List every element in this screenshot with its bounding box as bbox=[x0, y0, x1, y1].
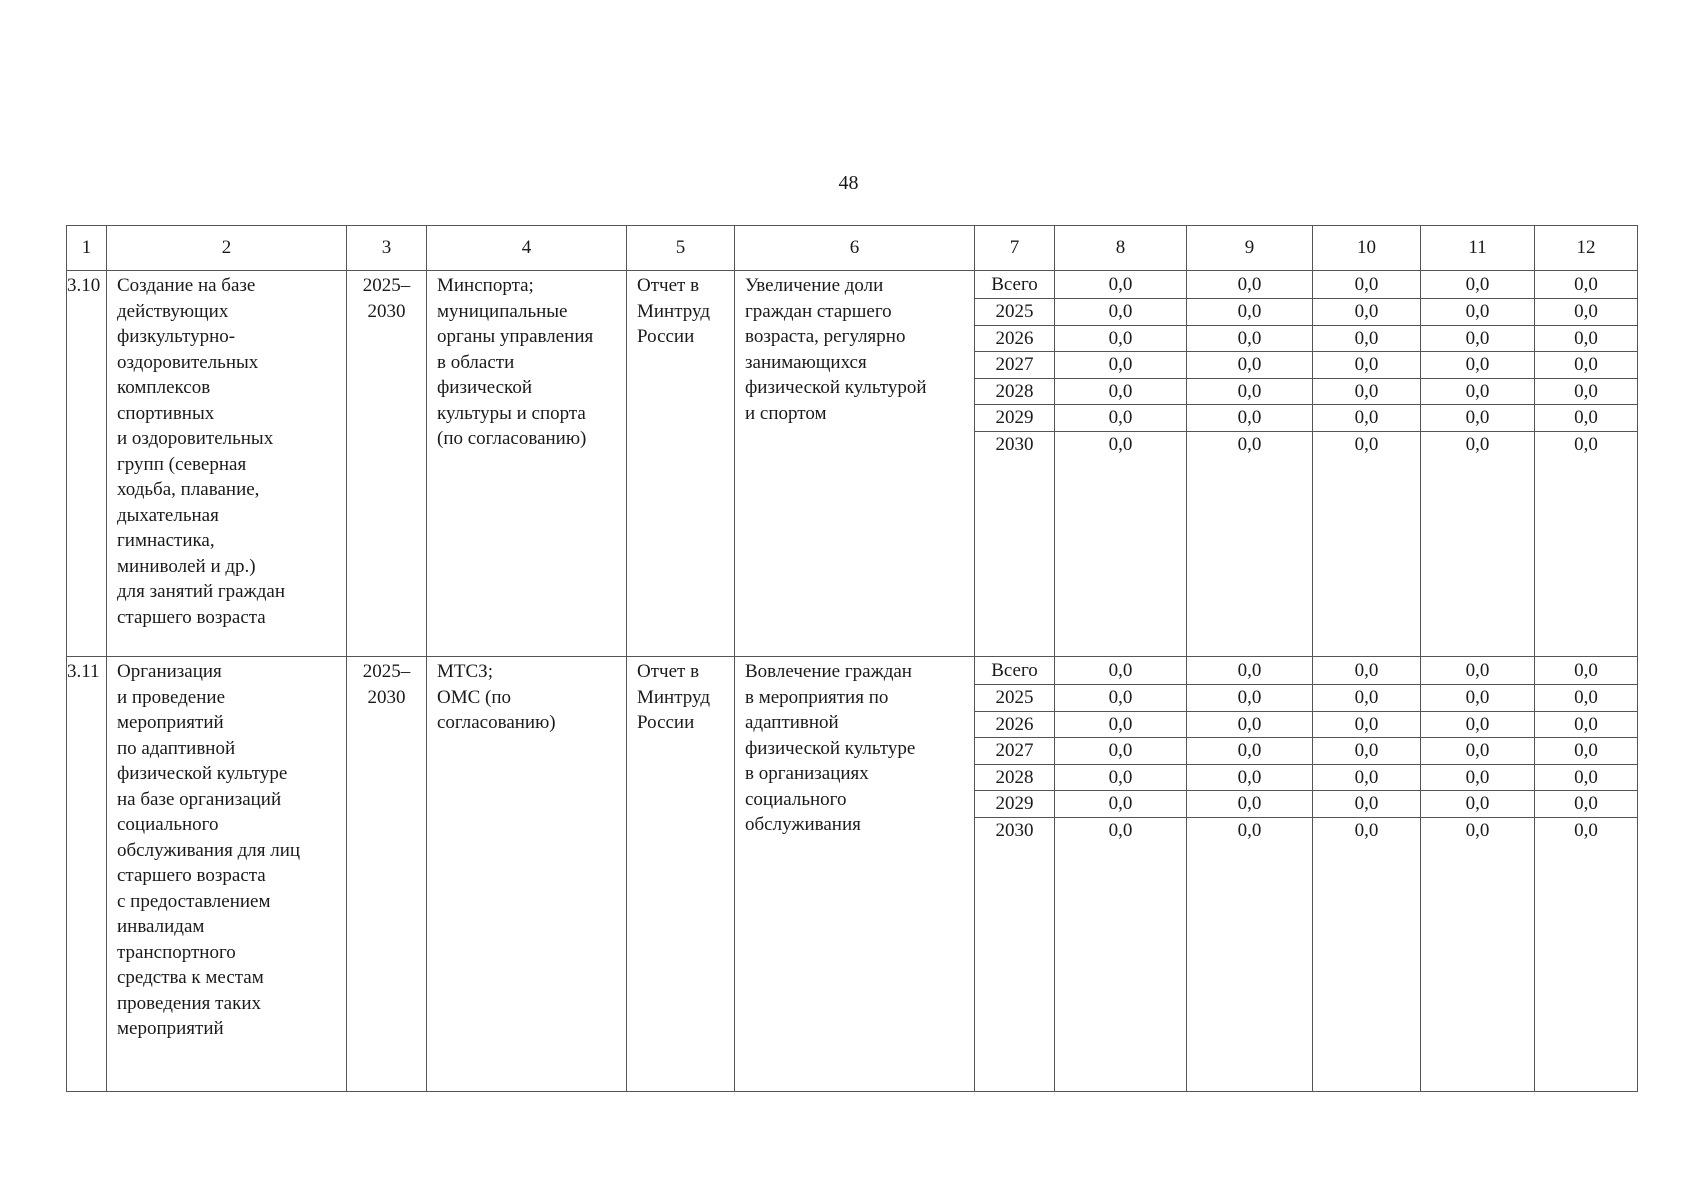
year-label: 2028 bbox=[975, 379, 1054, 406]
text-line: дыхательная bbox=[117, 504, 219, 526]
col-header-5: 5 bbox=[627, 226, 735, 271]
funding-value: 0,0 bbox=[1055, 299, 1186, 326]
text-line: 2025– bbox=[362, 275, 411, 296]
text-line: граждан старшего bbox=[745, 300, 892, 322]
funding-value: 0,0 bbox=[1187, 326, 1312, 353]
funding-value: 0,0 bbox=[1535, 712, 1637, 739]
col-header-1: 1 bbox=[67, 226, 107, 271]
text-line: проведения таких bbox=[117, 992, 262, 1014]
funding-value: 0,0 bbox=[1313, 379, 1420, 406]
text-line: согласованию) bbox=[437, 712, 556, 733]
funding-value: 0,0 bbox=[1535, 657, 1637, 685]
funding-value: 0,0 bbox=[1313, 712, 1420, 739]
funding-value: 0,0 bbox=[1055, 326, 1186, 353]
funding-value: 0,0 bbox=[1187, 712, 1312, 739]
expected-result bbox=[735, 657, 975, 1092]
year-label: 2027 bbox=[975, 738, 1054, 765]
funding-col-9 bbox=[1187, 657, 1313, 1092]
funding-value: 0,0 bbox=[1535, 379, 1637, 406]
year-label: 2029 bbox=[975, 405, 1054, 432]
funding-col-12 bbox=[1535, 657, 1638, 1092]
text-line: занимающихся bbox=[745, 351, 867, 373]
row-number: 3.11 bbox=[67, 657, 107, 1092]
text-line: адаптивной bbox=[745, 712, 839, 733]
report-form bbox=[627, 271, 735, 657]
funding-value: 0,0 bbox=[1535, 271, 1637, 299]
funding-value: 0,0 bbox=[1313, 738, 1420, 765]
year-label: 2025 bbox=[975, 685, 1054, 712]
col-header-6: 6 bbox=[735, 226, 975, 271]
text-line: ходьба, плавание, bbox=[117, 479, 260, 500]
text-line: по адаптивной bbox=[117, 737, 236, 759]
funding-value: 0,0 bbox=[1535, 685, 1637, 712]
text-line: мероприятий bbox=[117, 712, 224, 733]
funding-value: 0,0 bbox=[1187, 738, 1312, 765]
year-label: 2026 bbox=[975, 326, 1054, 353]
col-header-9: 9 bbox=[1187, 226, 1313, 271]
text-line: транспортного bbox=[117, 941, 236, 963]
funding-value: 0,0 bbox=[1055, 379, 1186, 406]
col-header-10: 10 bbox=[1313, 226, 1421, 271]
funding-value: 0,0 bbox=[1421, 657, 1534, 685]
text-line: 2025– bbox=[362, 661, 411, 682]
funding-value: 0,0 bbox=[1187, 299, 1312, 326]
funding-value: 0,0 bbox=[1421, 685, 1534, 712]
funding-value: 0,0 bbox=[1187, 379, 1312, 406]
text-line: и спортом bbox=[745, 402, 827, 424]
funding-col-11 bbox=[1421, 657, 1535, 1092]
funding-value: 0,0 bbox=[1421, 405, 1534, 432]
year-label: 2027 bbox=[975, 352, 1054, 379]
report-form bbox=[627, 657, 735, 1092]
funding-value: 0,0 bbox=[1055, 738, 1186, 765]
text-line: на базе организаций bbox=[117, 788, 282, 810]
text-line: Вовлечение граждан bbox=[745, 661, 912, 682]
table-row bbox=[67, 271, 1638, 657]
text-line: 2030 bbox=[367, 686, 406, 708]
funding-col-8 bbox=[1055, 657, 1187, 1092]
years-list bbox=[975, 271, 1055, 657]
funding-value: 0,0 bbox=[1055, 657, 1186, 685]
funding-value: 0,0 bbox=[1187, 352, 1312, 379]
text-line: России bbox=[637, 326, 695, 347]
text-line: в организациях bbox=[745, 763, 869, 784]
measure-name bbox=[107, 657, 347, 1092]
funding-value: 0,0 bbox=[1055, 405, 1186, 432]
funding-value: 0,0 bbox=[1108, 819, 1133, 841]
funding-value: 0,0 bbox=[1574, 819, 1598, 841]
measure-name bbox=[107, 271, 347, 657]
funding-value: 0,0 bbox=[1421, 299, 1534, 326]
funding-value: 0,0 bbox=[1313, 326, 1420, 353]
funding-value: 0,0 bbox=[1313, 765, 1420, 792]
funding-value: 0,0 bbox=[1055, 271, 1186, 299]
year-label: 2030 bbox=[995, 433, 1034, 455]
funding-value: 0,0 bbox=[1313, 352, 1420, 379]
funding-col-8 bbox=[1055, 271, 1187, 657]
text-line: спортивных bbox=[117, 402, 215, 424]
expected-result bbox=[735, 271, 975, 657]
funding-value: 0,0 bbox=[1421, 271, 1534, 299]
funding-value: 0,0 bbox=[1421, 738, 1534, 765]
text-line: обслуживания для лиц bbox=[117, 839, 301, 861]
executor bbox=[427, 657, 627, 1092]
text-line: физической bbox=[437, 377, 532, 398]
text-line: социального bbox=[745, 788, 847, 810]
text-line: в области bbox=[437, 351, 515, 373]
row-number: 3.10 bbox=[67, 271, 107, 657]
text-line: Минтруд bbox=[637, 300, 710, 322]
text-line: культуры и спорта bbox=[437, 402, 586, 424]
text-line: действующих bbox=[117, 300, 229, 322]
text-line: физкультурно- bbox=[117, 326, 236, 347]
funding-value: 0,0 bbox=[1313, 405, 1420, 432]
year-label: 2028 bbox=[975, 765, 1054, 792]
funding-value: 0,0 bbox=[1535, 326, 1637, 353]
col-header-2: 2 bbox=[107, 226, 347, 271]
funding-value: 0,0 bbox=[1187, 271, 1312, 299]
text-line: Минспорта; bbox=[437, 275, 534, 296]
text-line: Организация bbox=[117, 661, 222, 682]
funding-value: 0,0 bbox=[1187, 791, 1312, 818]
col-header-8: 8 bbox=[1055, 226, 1187, 271]
executor bbox=[427, 271, 627, 657]
text-line: и оздоровительных bbox=[117, 428, 274, 449]
page-number: 48 bbox=[838, 172, 859, 194]
funding-value: 0,0 bbox=[1535, 765, 1637, 792]
funding-value: 0,0 bbox=[1187, 685, 1312, 712]
funding-value: 0,0 bbox=[1108, 433, 1133, 455]
funding-col-10 bbox=[1313, 271, 1421, 657]
funding-value: 0,0 bbox=[1313, 271, 1420, 299]
text-line: и проведение bbox=[117, 686, 225, 708]
year-label: 2030 bbox=[995, 819, 1034, 841]
text-line: для занятий граждан bbox=[117, 581, 285, 602]
text-line: физической культуре bbox=[117, 763, 288, 784]
text-line: физической культуре bbox=[745, 737, 916, 759]
period bbox=[347, 657, 427, 1092]
funding-value: 0,0 bbox=[1313, 299, 1420, 326]
funding-value: 0,0 bbox=[1187, 657, 1312, 685]
funding-value: 0,0 bbox=[1465, 819, 1490, 841]
text-line: МТСЗ; bbox=[437, 661, 493, 682]
funding-value: 0,0 bbox=[1421, 352, 1534, 379]
funding-value: 0,0 bbox=[1574, 433, 1598, 455]
text-line: Отчет в bbox=[637, 661, 700, 682]
funding-value: 0,0 bbox=[1421, 326, 1534, 353]
text-line: органы управления bbox=[437, 326, 594, 347]
funding-value: 0,0 bbox=[1313, 657, 1420, 685]
text-line: миниволей и др.) bbox=[117, 555, 256, 577]
funding-value: 0,0 bbox=[1465, 433, 1490, 455]
funding-value: 0,0 bbox=[1313, 685, 1420, 712]
funding-value: 0,0 bbox=[1055, 791, 1186, 818]
year-label: 2026 bbox=[975, 712, 1054, 739]
year-label: Всего bbox=[975, 657, 1054, 685]
text-line: социального bbox=[117, 814, 219, 835]
table-row bbox=[67, 657, 1638, 1092]
year-label: Всего bbox=[975, 271, 1054, 299]
text-line: оздоровительных bbox=[117, 351, 259, 373]
funding-col-11 bbox=[1421, 271, 1535, 657]
col-header-11: 11 bbox=[1421, 226, 1535, 271]
text-line: гимнастика, bbox=[117, 530, 215, 551]
funding-value: 0,0 bbox=[1535, 299, 1637, 326]
funding-value: 0,0 bbox=[1421, 712, 1534, 739]
funding-value: 0,0 bbox=[1421, 791, 1534, 818]
text-line: старшего возраста bbox=[117, 606, 266, 628]
funding-value: 0,0 bbox=[1354, 433, 1379, 455]
funding-value: 0,0 bbox=[1055, 352, 1186, 379]
text-line: 2030 bbox=[367, 300, 406, 322]
funding-value: 0,0 bbox=[1535, 352, 1637, 379]
col-header-12: 12 bbox=[1535, 226, 1638, 271]
text-line: средства к местам bbox=[117, 967, 264, 988]
funding-value: 0,0 bbox=[1187, 405, 1312, 432]
text-line: инвалидам bbox=[117, 916, 205, 937]
text-line: России bbox=[637, 712, 695, 733]
text-line: мероприятий bbox=[117, 1018, 224, 1039]
measures-table bbox=[66, 225, 1638, 1092]
text-line: возраста, регулярно bbox=[745, 326, 906, 347]
col-header-4: 4 bbox=[427, 226, 627, 271]
text-line: старшего возраста bbox=[117, 865, 266, 886]
funding-value: 0,0 bbox=[1421, 379, 1534, 406]
years-list bbox=[975, 657, 1055, 1092]
text-line: в мероприятия по bbox=[745, 686, 889, 708]
funding-value: 0,0 bbox=[1421, 765, 1534, 792]
year-label: 2029 bbox=[975, 791, 1054, 818]
text-line: обслуживания bbox=[745, 814, 861, 835]
funding-value: 0,0 bbox=[1237, 433, 1262, 455]
text-line: муниципальные bbox=[437, 300, 568, 322]
text-line: групп (северная bbox=[117, 453, 247, 475]
text-line: (по согласованию) bbox=[437, 428, 587, 449]
funding-col-10 bbox=[1313, 657, 1421, 1092]
funding-col-9 bbox=[1187, 271, 1313, 657]
funding-value: 0,0 bbox=[1313, 791, 1420, 818]
funding-value: 0,0 bbox=[1354, 819, 1379, 841]
text-line: с предоставлением bbox=[117, 890, 271, 912]
funding-col-12 bbox=[1535, 271, 1638, 657]
col-header-7: 7 bbox=[975, 226, 1055, 271]
text-line: ОМС (по bbox=[437, 686, 512, 708]
funding-value: 0,0 bbox=[1237, 819, 1262, 841]
text-line: Минтруд bbox=[637, 686, 710, 708]
text-line: комплексов bbox=[117, 377, 211, 398]
text-line: Отчет в bbox=[637, 275, 700, 296]
funding-value: 0,0 bbox=[1535, 405, 1637, 432]
funding-value: 0,0 bbox=[1187, 765, 1312, 792]
period bbox=[347, 271, 427, 657]
funding-value: 0,0 bbox=[1535, 791, 1637, 818]
year-label: 2025 bbox=[975, 299, 1054, 326]
funding-value: 0,0 bbox=[1535, 738, 1637, 765]
header-row bbox=[67, 226, 1638, 271]
text-line: Увеличение доли bbox=[745, 275, 884, 296]
funding-value: 0,0 bbox=[1055, 765, 1186, 792]
funding-value: 0,0 bbox=[1055, 712, 1186, 739]
text-line: физической культурой bbox=[745, 377, 927, 398]
text-line: Создание на базе bbox=[117, 275, 256, 296]
funding-value: 0,0 bbox=[1055, 685, 1186, 712]
col-header-3: 3 bbox=[347, 226, 427, 271]
